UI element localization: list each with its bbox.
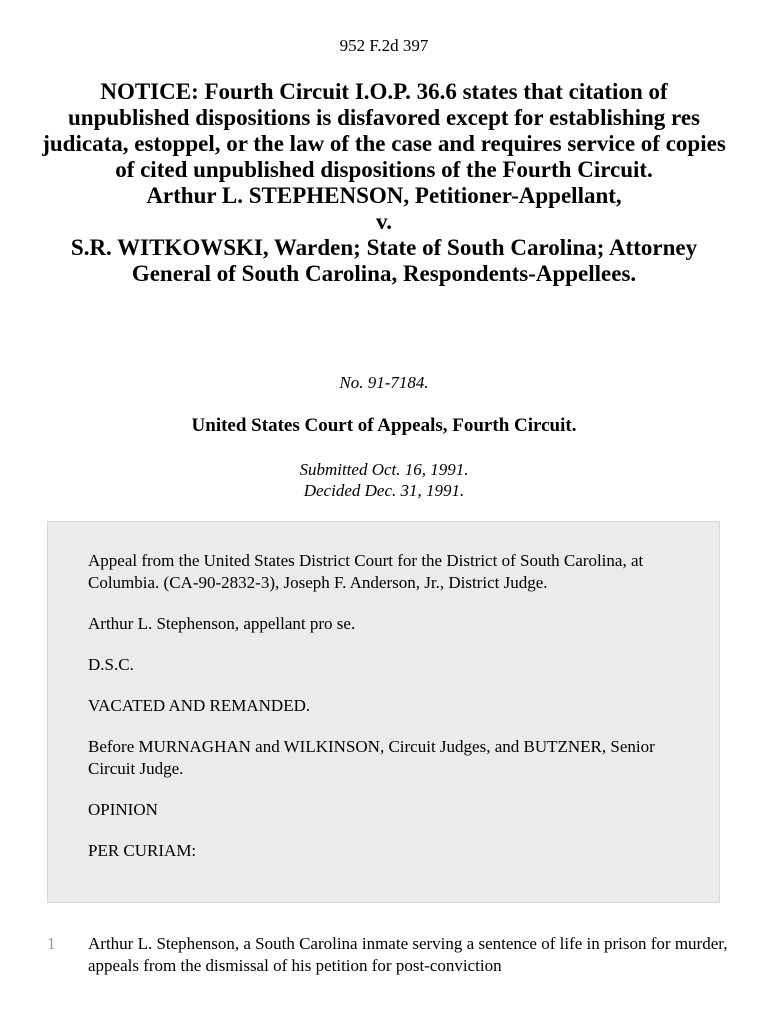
docket-number: No. 91-7184. bbox=[339, 373, 429, 392]
opinion-label: OPINION bbox=[88, 800, 158, 819]
notice-text: NOTICE: Fourth Circuit I.O.P. 36.6 states that citation of unpublished dispositions is disfavored except for establishing res judicata, estoppel, or the law of the case and requires service of copies of cited unpublished dispositions of the Fourth Circuit. bbox=[42, 79, 726, 182]
appellee-party-line-2: General of South Carolina, Respondents-Appellees. bbox=[131, 261, 637, 286]
case-title bbox=[40, 79, 728, 287]
appellant-counsel-text: Arthur L. Stephenson, appellant pro se. bbox=[88, 614, 356, 633]
per-curiam-label: PER CURIAM: bbox=[88, 841, 197, 860]
paragraph-text: Arthur L. Stephenson, a South Carolina inmate serving a sentence of life in prison for murder, appeals from the dismissal of his petition for post-conviction bbox=[88, 934, 728, 975]
case-summary-box bbox=[47, 521, 720, 903]
disposition-text: VACATED AND REMANDED. bbox=[88, 696, 311, 715]
appellant-party: Arthur L. STEPHENSON, Petitioner-Appellant, bbox=[146, 183, 622, 208]
panel-text: Before MURNAGHAN and WILKINSON, Circuit Judges, and BUTZNER, Senior Circuit Judge. bbox=[88, 737, 655, 778]
district-abbrev: D.S.C. bbox=[88, 655, 134, 674]
appeal-from-text: Appeal from the United States District Court for the District of South Carolina, at Columbia. (CA-90-2832-3), Joseph F. Anderson, Jr., District Judge. bbox=[88, 551, 644, 592]
submitted-date: Submitted Oct. 16, 1991. bbox=[299, 460, 469, 479]
court-name: United States Court of Appeals, Fourth Circuit. bbox=[191, 415, 577, 436]
decided-date: Decided Dec. 31, 1991. bbox=[303, 481, 465, 500]
case-citation: 952 F.2d 397 bbox=[339, 36, 429, 55]
case-dates bbox=[0, 459, 768, 501]
appellee-party-line-1: S.R. WITKOWSKI, Warden; State of South Carolina; Attorney bbox=[70, 235, 698, 260]
paragraph-number: 1 bbox=[47, 934, 56, 953]
versus-label: v. bbox=[376, 209, 392, 234]
